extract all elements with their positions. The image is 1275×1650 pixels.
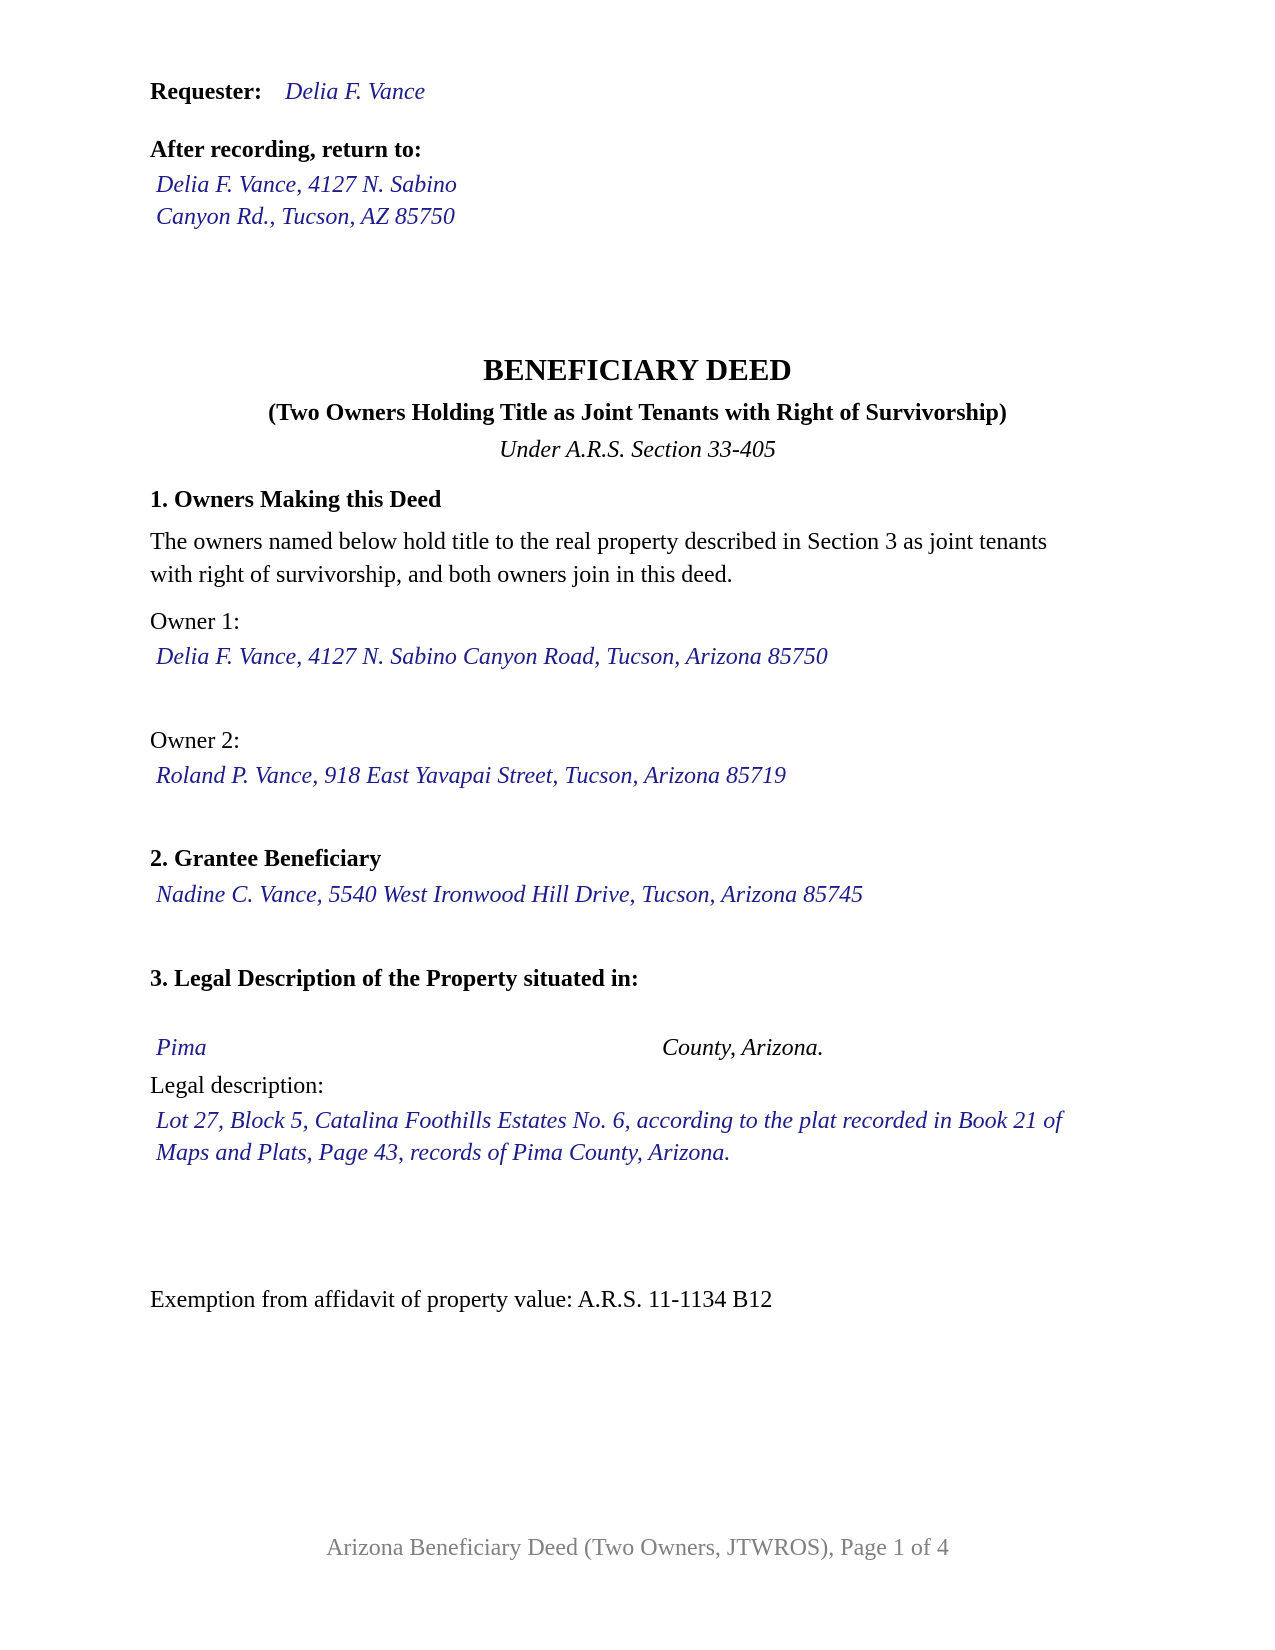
return-address-line-1: Delia F. Vance, 4127 N. Sabino: [156, 172, 457, 198]
legal-description-line-2: Maps and Plats, Page 43, records of Pima County, Arizona.: [156, 1140, 731, 1166]
section-3-heading: 3. Legal Description of the Property situated in:: [150, 966, 639, 992]
grantee-beneficiary-value: Nadine C. Vance, 5540 West Ironwood Hill Drive, Tucson, Arizona 85745: [156, 882, 864, 908]
statute-reference: Under A.R.S. Section 33-405: [499, 437, 776, 463]
return-address-label: After recording, return to:: [150, 137, 422, 163]
section-1-heading: 1. Owners Making this Deed: [150, 487, 442, 513]
section-2-heading: 2. Grantee Beneficiary: [150, 846, 382, 872]
county-suffix: County, Arizona.: [662, 1035, 824, 1061]
requester-label: Requester:: [150, 79, 262, 105]
section-1-body-line-2: with right of survivorship, and both owners join in this deed.: [150, 562, 733, 588]
owner-2-label: Owner 2:: [150, 728, 240, 754]
document-subtitle: (Two Owners Holding Title as Joint Tenants with Right of Survivorship): [268, 400, 1007, 426]
owner-2-value: Roland P. Vance, 918 East Yavapai Street, Tucson, Arizona 85719: [156, 763, 787, 789]
section-1-body-line-1: The owners named below hold title to the real property described in Section 3 as joint tenants: [150, 529, 1048, 555]
page-footer: Arizona Beneficiary Deed (Two Owners, JTWROS), Page 1 of 4: [326, 1535, 949, 1561]
return-address-line-2: Canyon Rd., Tucson, AZ 85750: [156, 204, 455, 230]
exemption-statement: Exemption from affidavit of property value: A.R.S. 11-1134 B12: [150, 1287, 773, 1313]
legal-description-label: Legal description:: [150, 1073, 324, 1099]
document-title: BENEFICIARY DEED: [483, 352, 792, 387]
requester-name: Delia F. Vance: [285, 79, 426, 105]
owner-1-value: Delia F. Vance, 4127 N. Sabino Canyon Road, Tucson, Arizona 85750: [156, 644, 828, 670]
county-value: Pima: [156, 1035, 207, 1061]
owner-1-label: Owner 1:: [150, 609, 240, 635]
legal-description-line-1: Lot 27, Block 5, Catalina Foothills Estates No. 6, according to the plat recorded in Book 21 of: [156, 1108, 1062, 1134]
